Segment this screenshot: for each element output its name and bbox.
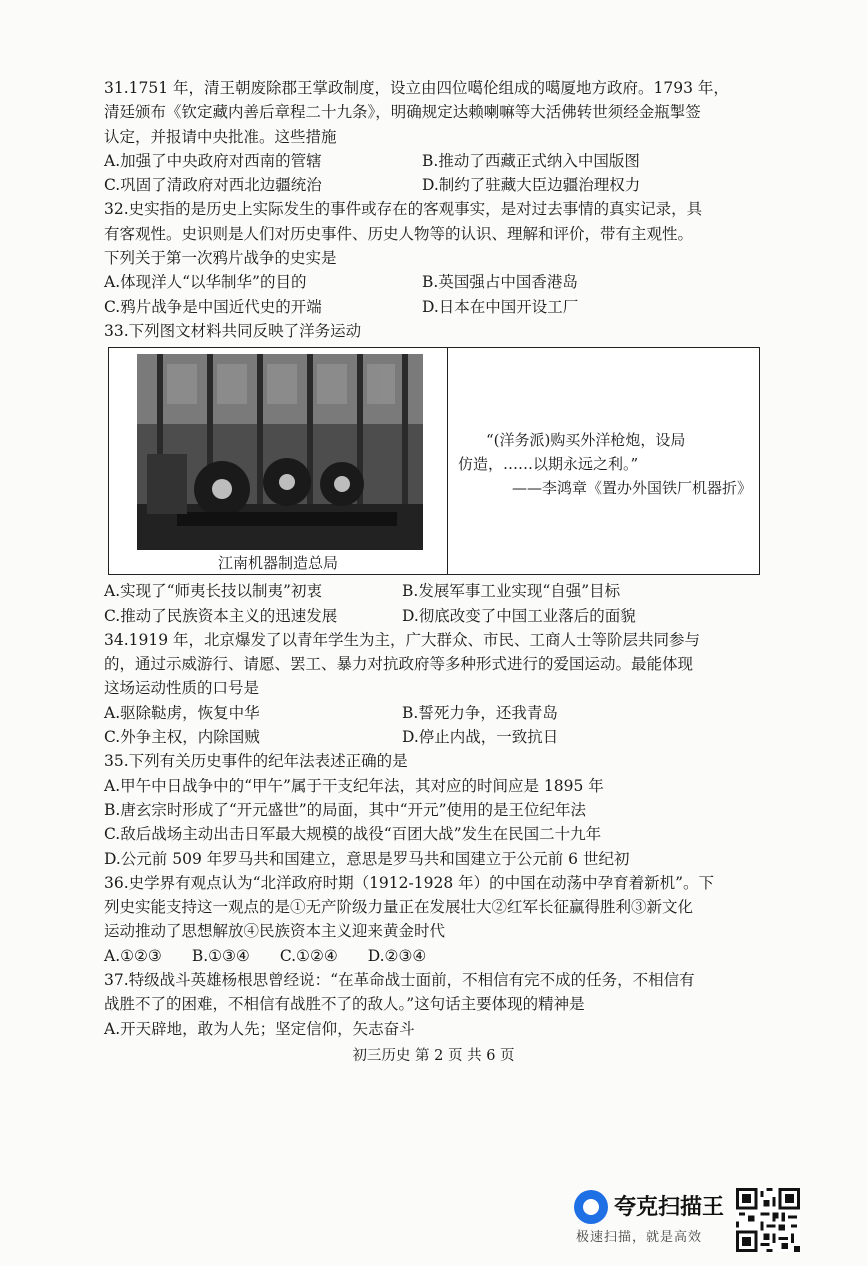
option-b: B.唐玄宗时形成了“开元盛世”的局面，其中“开元”使用的是王位纪年法: [104, 800, 587, 819]
option-d: D.日本在中国开设工厂: [422, 297, 579, 316]
qr-code-icon: [736, 1188, 800, 1252]
quote-line: “(洋务派)购买外洋枪炮，设局: [486, 431, 686, 450]
option-c: C.①②④: [279, 946, 338, 965]
question-stem: 34.1919 年，北京爆发了以青年学生为主，广大群众、市民、工商人士等阶层共同参与: [104, 630, 701, 649]
question-37: [104, 968, 772, 1041]
exam-page: [104, 76, 772, 1041]
factory-photo-drawing: [137, 354, 423, 550]
option-b: B.推动了西藏正式纳入中国版图: [422, 151, 640, 170]
question-stem: 32.史实指的是历史上实际发生的事件或存在的客观事实，是对过去事情的真实记录，具: [104, 200, 703, 219]
option-b: B.英国强占中国香港岛: [422, 273, 578, 292]
question-stem: 清廷颁布《钦定藏内善后章程二十九条》，明确规定达赖喇嘛等大活佛转世须经金瓶掣签: [104, 103, 701, 122]
question-stem: 列史实能支持这一观点的是①无产阶级力量正在发展壮大②红军长征赢得胜利③新文化: [104, 898, 694, 917]
option-d: D.彻底改变了中国工业落后的面貌: [402, 606, 636, 625]
scanner-logo-icon: [574, 1190, 608, 1224]
scanner-slogan: 极速扫描，就是高效: [576, 1230, 703, 1245]
option-c: C.推动了民族资本主义的迅速发展: [104, 606, 338, 625]
question-31: [104, 76, 772, 197]
option-a: A.①②③: [104, 946, 162, 965]
quote-line: 仿造，……以期永远之利。”: [458, 455, 639, 474]
question-36: [104, 871, 772, 968]
question-stem: 31.1751 年，清王朝废除郡王掌政制度，设立由四位噶伦组成的噶厦地方政府。1793 年，: [104, 79, 729, 97]
quote-source: ——李鸿章《置办外国铁厂机器折》: [511, 479, 752, 498]
question-34: [104, 628, 772, 749]
option-a: A.加强了中央政府对西南的管辖: [104, 151, 322, 170]
question-35: [104, 749, 772, 870]
question-stem: 运动推动了思想解放④民族资本主义迎来黄金时代: [104, 922, 446, 941]
question-stem: 这场运动性质的口号是: [104, 679, 260, 698]
question-stem: 35.下列有关历史事件的纪年法表述正确的是: [104, 752, 408, 771]
option-a: A.实现了“师夷长技以制夷”初衷: [104, 582, 322, 601]
question-33: [104, 319, 772, 628]
option-a: A.体现洋人“以华制华”的目的: [104, 273, 307, 292]
factory-photo: [137, 354, 423, 550]
question-stem: 下列关于第一次鸦片战争的史实是: [104, 249, 337, 268]
option-c: C.外争主权，内除国贼: [104, 728, 260, 747]
question-stem: 有客观性。史识则是人们对历史事件、历史人物等的认识、理解和评价，带有主观性。: [104, 224, 694, 243]
question-stem: 33.下列图文材料共同反映了洋务运动: [104, 321, 362, 340]
option-c: C.巩固了清政府对西北边疆统治: [104, 176, 322, 195]
page-footer: 初三历史 第 2 页 共 6 页: [352, 1048, 515, 1064]
question-32: [104, 197, 772, 318]
photo-cell: [109, 348, 448, 574]
scanner-brand: 夸克扫描王: [614, 1195, 725, 1220]
question-stem: 37.特级战斗英雄杨根思曾经说：“在革命战士面前，不相信有完不成的任务，不相信有: [104, 971, 695, 990]
option-b: B.发展军事工业实现“自强”目标: [402, 582, 621, 601]
photo-caption: 江南机器制造总局: [217, 554, 338, 573]
option-a: A.驱除鞑虏，恢复中华: [104, 703, 260, 722]
question-stem: 战胜不了的困难，不相信有战胜不了的敌人。”这句话主要体现的精神是: [104, 995, 585, 1014]
scanner-watermark: [574, 1186, 734, 1252]
material-figure: [108, 347, 760, 575]
option-c: C.敌后战场主动出击日军最大规模的战役“百团大战”发生在民国二十九年: [104, 825, 602, 844]
option-c: C.鸦片战争是中国近代史的开端: [104, 297, 322, 316]
question-stem: 的，通过示威游行、请愿、罢工、暴力对抗政府等多种形式进行的爱国运动。最能体现: [104, 655, 694, 674]
option-a: A.开天辟地，敢为人先；坚定信仰，矢志奋斗: [104, 1019, 415, 1038]
option-a: A.甲午中日战争中的“甲午”属于干支纪年法，其对应的时间应是 1895 年: [104, 776, 604, 795]
option-b: B.①③④: [191, 946, 250, 965]
question-stem: 认定，并报请中央批准。这些措施: [104, 127, 337, 146]
question-stem: 36.史学界有观点认为“北洋政府时期（1912-1928 年）的中国在动荡中孕育着新机”。下: [104, 873, 715, 892]
option-d: D.停止内战，一致抗日: [402, 728, 559, 747]
option-b: B.誓死力争，还我青岛: [402, 703, 558, 722]
quote-cell: [448, 348, 759, 574]
quote-block: [458, 428, 758, 500]
option-d: D.制约了驻藏大臣边疆治理权力: [422, 176, 641, 195]
option-d: D.②③④: [367, 946, 427, 965]
option-d: D.公元前 509 年罗马共和国建立，意思是罗马共和国建立于公元前 6 世纪初: [104, 849, 630, 868]
